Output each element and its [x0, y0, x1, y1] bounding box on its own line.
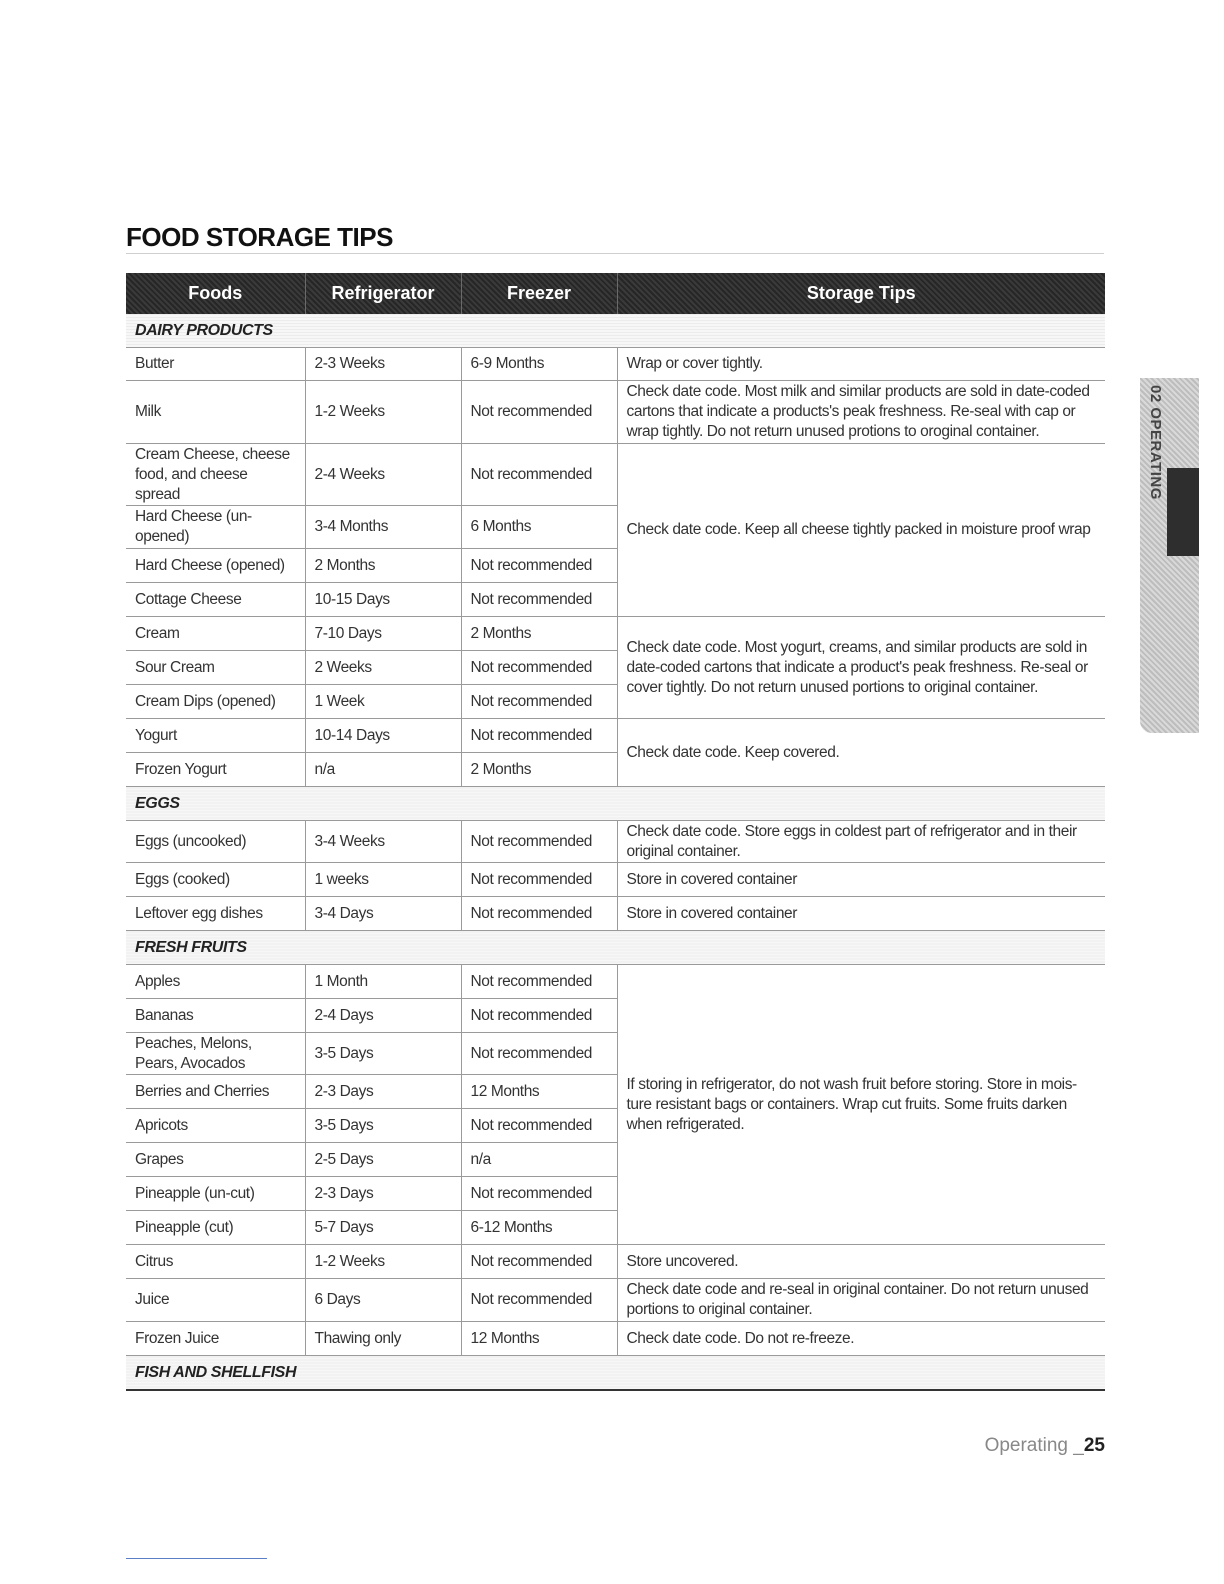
freezer-cell: 6-12 Months [461, 1211, 617, 1245]
refrigerator-cell: 2 Weeks [305, 651, 461, 685]
refrigerator-cell: 2-5 Days [305, 1143, 461, 1177]
food-cell: Yogurt [126, 719, 305, 753]
refrigerator-cell: 1 Week [305, 685, 461, 719]
tip-cell: Check date code. Do not re-freeze. [617, 1322, 1105, 1356]
freezer-cell: Not recommended [461, 651, 617, 685]
freezer-cell: 2 Months [461, 617, 617, 651]
food-cell: Leftover egg dishes [126, 897, 305, 931]
section-label-dairy: DAIRY PRODUCTS [126, 314, 1105, 348]
section-label-fish: FISH AND SHELLFISH [126, 1356, 1105, 1391]
food-cell: Pineapple (un-cut) [126, 1177, 305, 1211]
freezer-cell: Not recommended [461, 685, 617, 719]
freezer-cell: Not recommended [461, 821, 617, 863]
refrigerator-cell: Thawing only [305, 1322, 461, 1356]
freezer-cell: Not recommended [461, 1033, 617, 1075]
refrigerator-cell: 1 Month [305, 965, 461, 999]
tip-cell: Store uncovered. [617, 1245, 1105, 1279]
table-row [126, 348, 1105, 381]
freezer-cell: Not recommended [461, 381, 617, 444]
food-cell: Eggs (uncooked) [126, 821, 305, 863]
freezer-cell: Not recommended [461, 1245, 617, 1279]
refrigerator-cell: 3-4 Days [305, 897, 461, 931]
tip-cell: Store in covered container [617, 897, 1105, 931]
section-row-fish [126, 1356, 1105, 1391]
tip-cell: Check date code and re-seal in original container. Do not return unused portions to original container. [617, 1279, 1105, 1322]
freezer-cell: Not recommended [461, 719, 617, 753]
freezer-cell: Not recommended [461, 863, 617, 897]
refrigerator-cell: 1 weeks [305, 863, 461, 897]
tip-cell: Wrap or cover tightly. [617, 348, 1105, 381]
header-refrigerator: Refrigerator [305, 273, 461, 314]
table-row [126, 965, 1105, 999]
food-cell: Pineapple (cut) [126, 1211, 305, 1245]
food-cell: Cream Cheese, cheese food, and cheese spread [126, 444, 305, 506]
food-cell: Eggs (cooked) [126, 863, 305, 897]
table-row [126, 1279, 1105, 1322]
refrigerator-cell: 6 Days [305, 1279, 461, 1322]
refrigerator-cell: 3-5 Days [305, 1109, 461, 1143]
table-row [126, 444, 1105, 506]
food-cell: Milk [126, 381, 305, 444]
refrigerator-cell: 3-4 Months [305, 506, 461, 549]
food-cell: Hard Cheese (un-opened) [126, 506, 305, 549]
food-cell: Frozen Juice [126, 1322, 305, 1356]
freezer-cell: Not recommended [461, 897, 617, 931]
freezer-cell: Not recommended [461, 1109, 617, 1143]
food-cell: Cream [126, 617, 305, 651]
refrigerator-cell: 10-15 Days [305, 583, 461, 617]
freezer-cell: Not recommended [461, 1279, 617, 1322]
chapter-tab-label: 02 OPERATING [1147, 385, 1164, 500]
freezer-cell: Not recommended [461, 583, 617, 617]
food-cell: Bananas [126, 999, 305, 1033]
refrigerator-cell: 10-14 Days [305, 719, 461, 753]
refrigerator-cell: 3-4 Weeks [305, 821, 461, 863]
table-row [126, 1245, 1105, 1279]
tip-cell: Check date code. Store eggs in coldest part of refrigerator and in their original container. [617, 821, 1105, 863]
food-cell: Sour Cream [126, 651, 305, 685]
freezer-cell: 6-9 Months [461, 348, 617, 381]
food-cell: Hard Cheese (opened) [126, 549, 305, 583]
tip-cell: Check date code. Keep all cheese tightly packed in moisture proof wrap [617, 444, 1105, 617]
refrigerator-cell: 2-4 Weeks [305, 444, 461, 506]
table-header-row [126, 273, 1105, 314]
food-cell: Citrus [126, 1245, 305, 1279]
section-row-fruits [126, 931, 1105, 965]
footer-link-line [126, 1558, 267, 1559]
food-storage-table [126, 273, 1105, 1391]
refrigerator-cell: 2 Months [305, 549, 461, 583]
freezer-cell: Not recommended [461, 965, 617, 999]
table-row [126, 1322, 1105, 1356]
refrigerator-cell: 1-2 Weeks [305, 1245, 461, 1279]
section-label-eggs: EGGS [126, 787, 1105, 821]
freezer-cell: 2 Months [461, 753, 617, 787]
page-number: 25 [1083, 1435, 1105, 1456]
food-cell: Berries and Cherries [126, 1075, 305, 1109]
food-cell: Peaches, Melons, Pears, Avocados [126, 1033, 305, 1075]
tip-cell: Check date code. Most yogurt, creams, and similar products are sold in date-coded cartons that indicate a product's peak freshness. Re-seal or cover tightly. Do not return unused portions to original container. [617, 617, 1105, 719]
header-storage-tips: Storage Tips [617, 273, 1105, 314]
table-row [126, 719, 1105, 753]
section-label-fruits: FRESH FRUITS [126, 931, 1105, 965]
tip-cell: Store in covered container [617, 863, 1105, 897]
header-foods: Foods [126, 273, 305, 314]
food-cell: Frozen Yogurt [126, 753, 305, 787]
refrigerator-cell: 2-3 Weeks [305, 348, 461, 381]
table-row [126, 897, 1105, 931]
freezer-cell: Not recommended [461, 999, 617, 1033]
tip-cell: If storing in refrigerator, do not wash fruit before storing. Store in mois-ture resistant bags or containers. Wrap cut fruits. Some fruits darken when refrigerated. [617, 965, 1105, 1245]
page-title: FOOD STORAGE TIPS [126, 222, 393, 252]
food-cell: Cream Dips (opened) [126, 685, 305, 719]
refrigerator-cell: 7-10 Days [305, 617, 461, 651]
tip-cell: Check date code. Keep covered. [617, 719, 1105, 787]
title-divider [126, 253, 1104, 254]
freezer-cell: n/a [461, 1143, 617, 1177]
food-cell: Grapes [126, 1143, 305, 1177]
food-cell: Butter [126, 348, 305, 381]
freezer-cell: 12 Months [461, 1075, 617, 1109]
freezer-cell: 12 Months [461, 1322, 617, 1356]
food-cell: Apples [126, 965, 305, 999]
tip-cell: Check date code. Most milk and similar products are sold in date-coded cartons that indicate a products's peak freshness. Re-seal with cap or wrap tightly. Do not return unused protions to oroginal container. [617, 381, 1105, 444]
freezer-cell: Not recommended [461, 1177, 617, 1211]
food-cell: Apricots [126, 1109, 305, 1143]
section-row-dairy [126, 314, 1105, 348]
table-row [126, 617, 1105, 651]
refrigerator-cell: 1-2 Weeks [305, 381, 461, 444]
freezer-cell: Not recommended [461, 549, 617, 583]
freezer-cell: 6 Months [461, 506, 617, 549]
freezer-cell: Not recommended [461, 444, 617, 506]
refrigerator-cell: 5-7 Days [305, 1211, 461, 1245]
refrigerator-cell: 3-5 Days [305, 1033, 461, 1075]
chapter-tab-marker [1167, 468, 1199, 556]
page-footer [985, 1435, 1105, 1457]
refrigerator-cell: n/a [305, 753, 461, 787]
refrigerator-cell: 2-4 Days [305, 999, 461, 1033]
refrigerator-cell: 2-3 Days [305, 1177, 461, 1211]
table-row [126, 381, 1105, 444]
section-row-eggs [126, 787, 1105, 821]
header-freezer: Freezer [461, 273, 617, 314]
table-row [126, 821, 1105, 863]
food-cell: Cottage Cheese [126, 583, 305, 617]
refrigerator-cell: 2-3 Days [305, 1075, 461, 1109]
food-cell: Juice [126, 1279, 305, 1322]
table-row [126, 863, 1105, 897]
footer-label: Operating _ [984, 1435, 1084, 1456]
